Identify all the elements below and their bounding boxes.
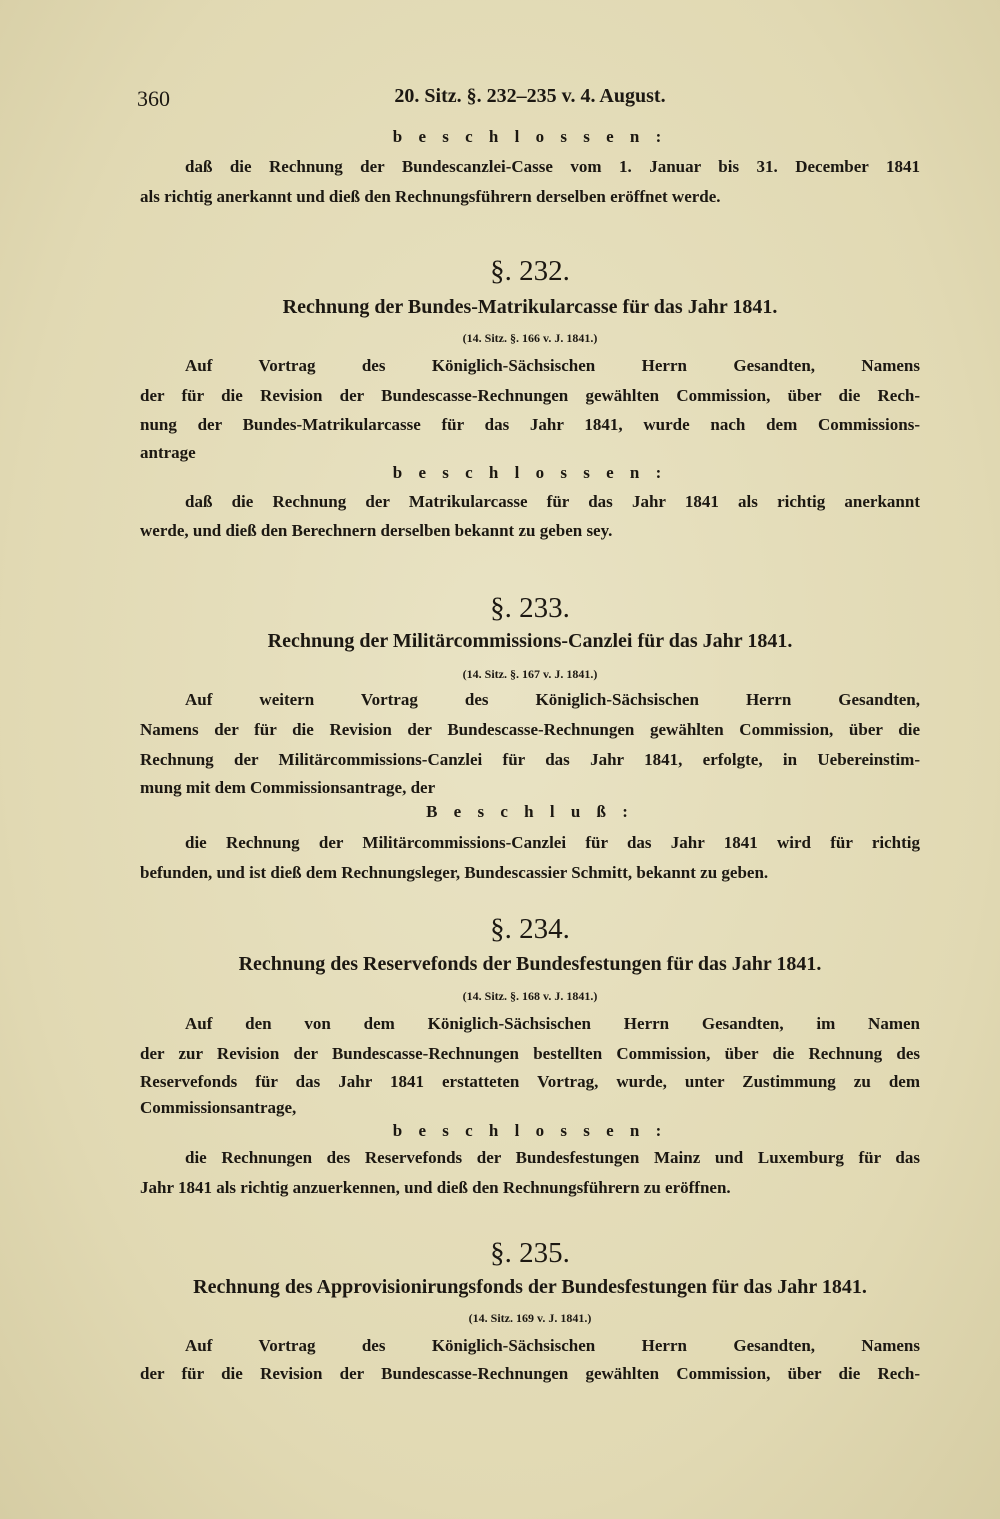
text-line: Auf Vortrag des Königlich-Sächsischen Herrn Gesandten, Namens: [185, 356, 920, 375]
citation: (14. Sitz. 169 v. J. 1841.): [468, 1311, 592, 1325]
text-line: daß die Rechnung der Bundescanzlei-Casse vom 1. Januar bis 31. December 1841: [185, 157, 920, 176]
resolution-heading: b e s c h l o s s e n :: [392, 1121, 668, 1140]
running-title: 20. Sitz. §. 232–235 v. 4. August.: [394, 85, 666, 107]
text-line: Namens der für die Revision der Bundescasse-Rechnungen gewählten Commission, über die: [140, 720, 920, 739]
text-line: Jahr 1841 als richtig anzuerkennen, und dieß den Rechnungsführern zu eröffnen.: [140, 1178, 731, 1197]
citation: (14. Sitz. §. 168 v. J. 1841.): [462, 989, 598, 1003]
resolution-heading: B e s c h l u ß :: [426, 802, 634, 821]
text-line: Auf Vortrag des Königlich-Sächsischen Herrn Gesandten, Namens: [185, 1336, 920, 1355]
resolution-heading: b e s c h l o s s e n :: [392, 463, 668, 482]
text-line: der zur Revision der Bundescasse-Rechnungen bestellten Commission, über die Rechnung des: [140, 1044, 920, 1063]
page-number: 360: [137, 86, 170, 111]
section-number: §. 234.: [490, 913, 570, 945]
section-title: Rechnung des Reservefonds der Bundesfestungen für das Jahr 1841.: [238, 953, 822, 975]
text-line: Auf den von dem Königlich-Sächsischen Herrn Gesandten, im Namen: [185, 1014, 920, 1033]
text-line: werde, und dieß den Berechnern derselben bekannt zu geben sey.: [140, 521, 613, 540]
text-line: befunden, und ist dieß dem Rechnungsleger, Bundescassier Schmitt, bekannt zu geben.: [140, 863, 769, 882]
text-line: Commissionsantrage,: [140, 1098, 297, 1117]
text-line: die Rechnungen des Reservefonds der Bundesfestungen Mainz und Luxemburg für das: [185, 1148, 920, 1167]
section-number: §. 233.: [490, 592, 570, 624]
text-line: daß die Rechnung der Matrikularcasse für das Jahr 1841 als richtig anerkannt: [185, 492, 920, 511]
section-number: §. 232.: [490, 255, 570, 287]
text-line: antrage: [140, 443, 196, 462]
section-title: Rechnung der Militärcommissions-Canzlei für das Jahr 1841.: [267, 630, 793, 652]
section-title: Rechnung des Approvisionirungsfonds der Bundesfestungen für das Jahr 1841.: [193, 1276, 867, 1298]
text-line: der für die Revision der Bundescasse-Rechnungen gewählten Commission, über die Rech-: [140, 1364, 920, 1383]
text-line: Auf weitern Vortrag des Königlich-Sächsischen Herrn Gesandten,: [185, 690, 920, 709]
section-number: §. 235.: [490, 1237, 570, 1269]
text-line: Rechnung der Militärcommissions-Canzlei für das Jahr 1841, erfolgte, in Uebereinstim-: [140, 750, 920, 769]
citation: (14. Sitz. §. 167 v. J. 1841.): [462, 667, 598, 681]
text-line: der für die Revision der Bundescasse-Rechnungen gewählten Commission, über die Rech-: [140, 386, 920, 405]
text-line: die Rechnung der Militärcommissions-Canzlei für das Jahr 1841 wird für richtig: [185, 833, 920, 852]
text-line: als richtig anerkannt und dieß den Rechnungsführern derselben eröffnet werde.: [140, 187, 721, 206]
resolution-heading: b e s c h l o s s e n :: [392, 127, 668, 146]
citation: (14. Sitz. §. 166 v. J. 1841.): [462, 331, 598, 345]
text-line: Reservefonds für das Jahr 1841 erstatteten Vortrag, wurde, unter Zustimmung zu dem: [140, 1072, 920, 1091]
section-title: Rechnung der Bundes-Matrikularcasse für das Jahr 1841.: [282, 296, 778, 318]
text-line: mung mit dem Commissionsantrage, der: [140, 778, 436, 797]
text-line: nung der Bundes-Matrikularcasse für das Jahr 1841, wurde nach dem Commissions-: [140, 415, 920, 434]
